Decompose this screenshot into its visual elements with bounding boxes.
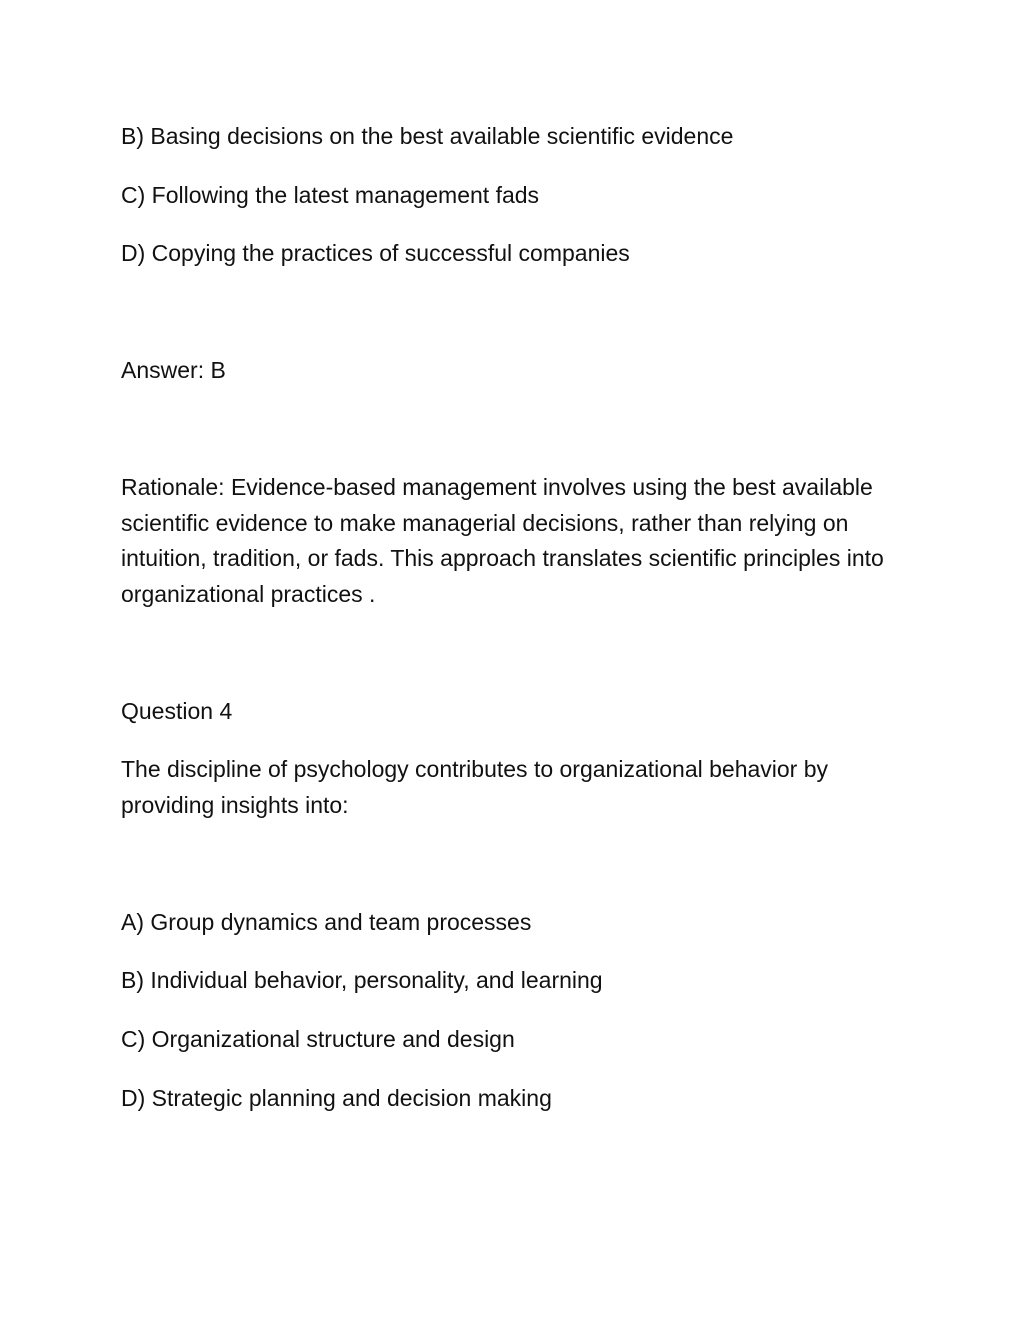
- option-d-text: D) Strategic planning and decision making: [121, 1085, 552, 1111]
- option-d-text: D) Copying the practices of successful companies: [121, 240, 630, 266]
- option-c-text: C) Organizational structure and design: [121, 1026, 515, 1052]
- question-heading: Question 4: [121, 698, 233, 724]
- question-prompt: The discipline of psychology contributes to organizational behavior by providing insights into:: [121, 756, 829, 818]
- answer-text: Answer: B: [121, 357, 226, 383]
- option-b-text: B) Basing decisions on the best available scientific evidence: [121, 123, 734, 149]
- option-c-text: C) Following the latest management fads: [121, 182, 540, 208]
- option-b-text: B) Individual behavior, personality, and learning: [121, 967, 603, 993]
- rationale-paragraph: Rationale: Evidence-based management involves using the best available scientific evidence to make managerial decisions, rather than relying on intuition, tradition, or fads. This approach translates scientific principles into organizational practices .: [121, 474, 884, 607]
- option-a-text: A) Group dynamics and team processes: [121, 909, 532, 935]
